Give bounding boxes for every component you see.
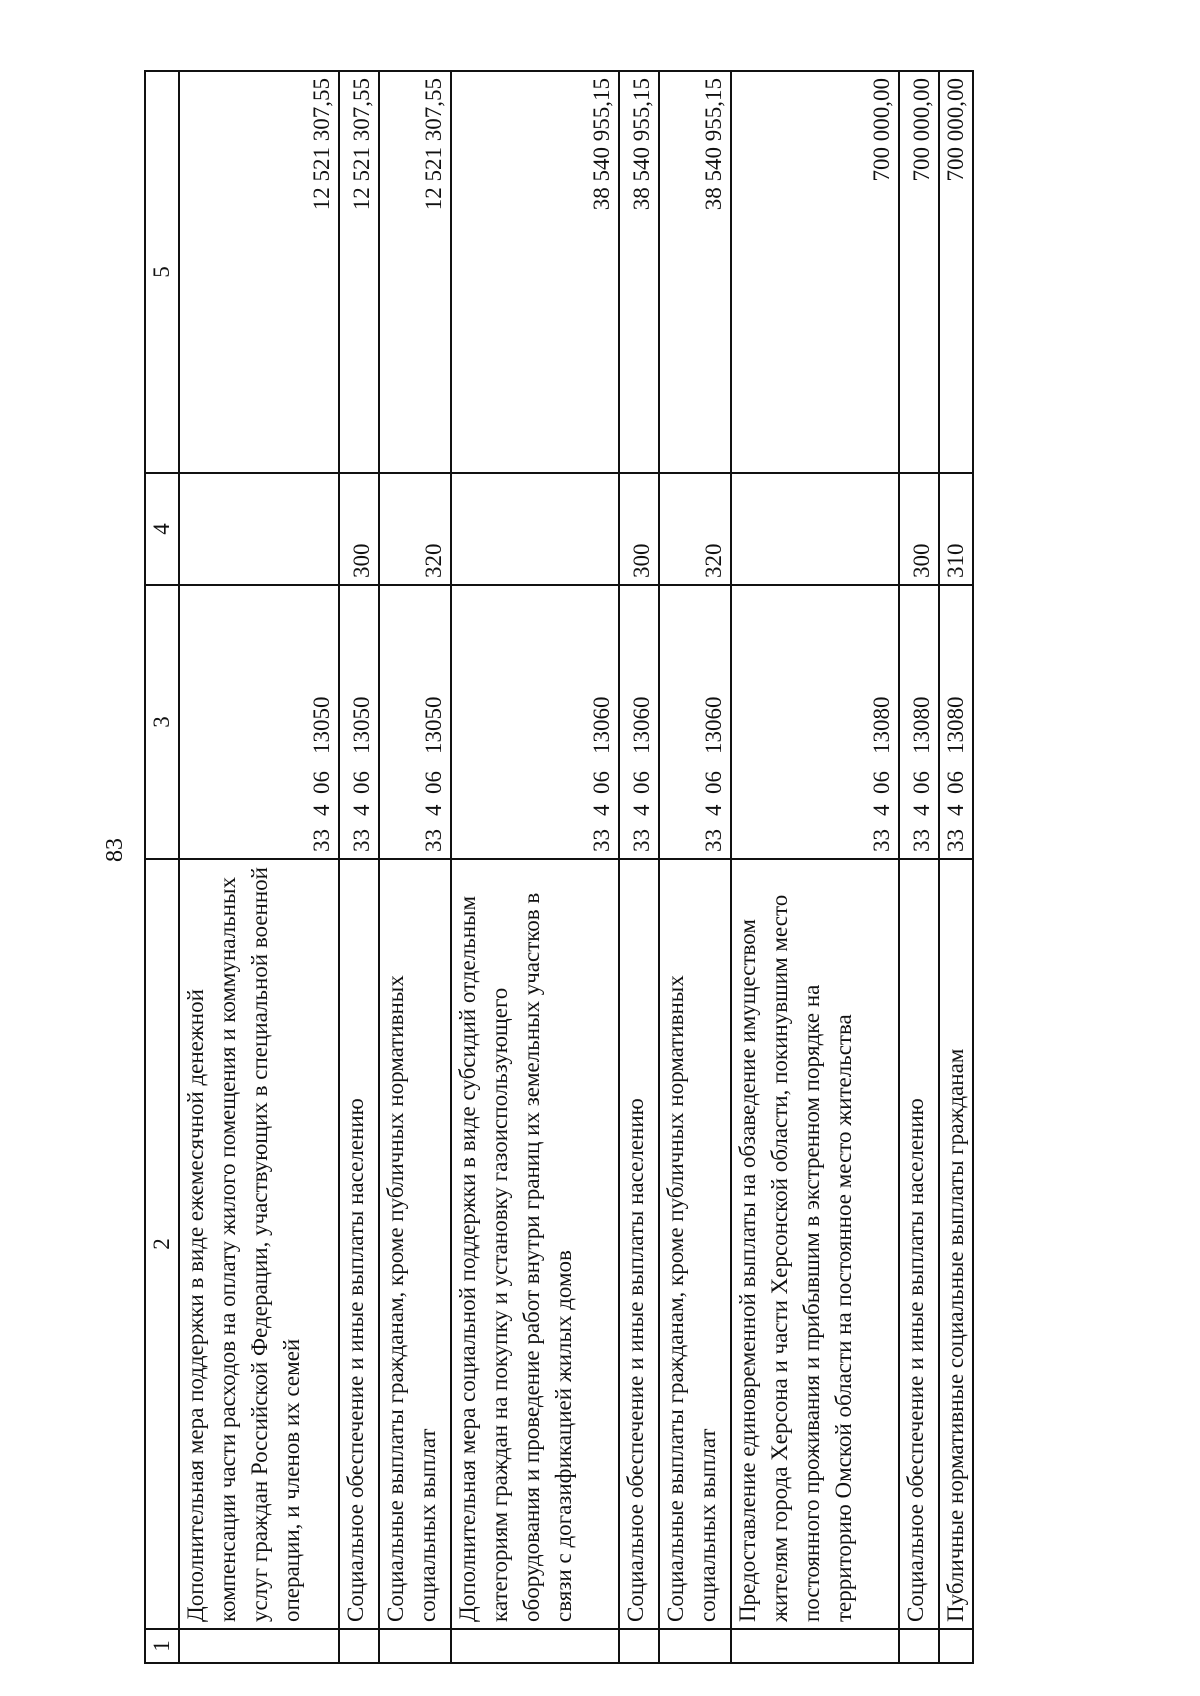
cell-classification-code: [179, 585, 339, 859]
code-part-3: 06: [701, 771, 726, 794]
code-part-3: 06: [629, 771, 654, 794]
table-row: [939, 71, 973, 1663]
code-part-4: 13060: [629, 696, 654, 754]
cell-amount: 12 521 307,55: [379, 71, 451, 473]
code-part-1: 33: [909, 829, 934, 852]
code-part-2: 4: [701, 804, 726, 816]
cell-item-name: Социальное обеспечение и иные выплаты населению: [339, 859, 379, 1629]
code-part-3: 06: [309, 771, 334, 794]
header-col-5: 5: [145, 71, 179, 473]
cell-classification-code: [939, 585, 973, 859]
code-part-1: 33: [589, 829, 614, 852]
cell-col-1: [619, 1629, 659, 1663]
cell-amount: 12 521 307,55: [339, 71, 379, 473]
code-part-2: 4: [309, 804, 334, 816]
code-part-3: 06: [421, 771, 446, 794]
cell-amount: 700 000,00: [731, 71, 899, 473]
cell-expense-type: 300: [619, 473, 659, 585]
cell-classification-code: [731, 585, 899, 859]
code-part-4: 13050: [349, 696, 374, 754]
table-row: [899, 71, 939, 1663]
table-row: [659, 71, 731, 1663]
cell-classification-code: [451, 585, 619, 859]
code-part-4: 13050: [421, 696, 446, 754]
cell-classification-code: [899, 585, 939, 859]
budget-table-rotated: [144, 72, 968, 1664]
table-row: [379, 71, 451, 1663]
code-part-1: 33: [869, 829, 894, 852]
cell-expense-type: 320: [659, 473, 731, 585]
table-row: [339, 71, 379, 1663]
table-row: [731, 71, 899, 1663]
cell-col-1: [339, 1629, 379, 1663]
cell-item-name: Социальное обеспечение и иные выплаты населению: [899, 859, 939, 1629]
cell-col-1: [451, 1629, 619, 1663]
cell-expense-type: 300: [899, 473, 939, 585]
cell-amount: 700 000,00: [899, 71, 939, 473]
cell-col-1: [659, 1629, 731, 1663]
cell-expense-type: [179, 473, 339, 585]
code-part-4: 13080: [869, 696, 894, 754]
table-row: [179, 71, 339, 1663]
code-part-2: 4: [909, 804, 934, 816]
cell-col-1: [731, 1629, 899, 1663]
page-number: 83: [102, 838, 128, 862]
cell-item-name: Социальные выплаты гражданам, кроме публичных нормативных социальных выплат: [379, 859, 451, 1629]
code-part-2: 4: [629, 804, 654, 816]
cell-amount: 700 000,00: [939, 71, 973, 473]
table-row: [451, 71, 619, 1663]
header-col-1: 1: [145, 1629, 179, 1663]
cell-item-name: Социальное обеспечение и иные выплаты населению: [619, 859, 659, 1629]
code-part-4: 13080: [943, 696, 968, 754]
cell-classification-code: [339, 585, 379, 859]
code-part-1: 33: [309, 829, 334, 852]
code-part-3: 06: [943, 771, 968, 794]
code-part-3: 06: [349, 771, 374, 794]
cell-amount: 38 540 955,15: [659, 71, 731, 473]
code-part-2: 4: [349, 804, 374, 816]
cell-col-1: [939, 1629, 973, 1663]
code-part-3: 06: [869, 771, 894, 794]
code-part-1: 33: [349, 829, 374, 852]
cell-amount: 38 540 955,15: [451, 71, 619, 473]
code-part-2: 4: [421, 804, 446, 816]
code-part-1: 33: [943, 829, 968, 852]
cell-amount: 38 540 955,15: [619, 71, 659, 473]
code-part-2: 4: [943, 804, 968, 816]
code-part-4: 13060: [589, 696, 614, 754]
header-col-2: 2: [145, 859, 179, 1629]
cell-classification-code: [379, 585, 451, 859]
code-part-4: 13050: [309, 696, 334, 754]
cell-expense-type: 300: [339, 473, 379, 585]
code-part-2: 4: [869, 804, 894, 816]
cell-expense-type: 310: [939, 473, 973, 585]
code-part-4: 13080: [909, 696, 934, 754]
cell-classification-code: [659, 585, 731, 859]
code-part-4: 13060: [701, 696, 726, 754]
code-part-1: 33: [629, 829, 654, 852]
header-col-4: 4: [145, 473, 179, 585]
code-part-3: 06: [909, 771, 934, 794]
cell-col-1: [379, 1629, 451, 1663]
header-row: [145, 71, 179, 1663]
code-part-2: 4: [589, 804, 614, 816]
cell-expense-type: [451, 473, 619, 585]
cell-classification-code: [619, 585, 659, 859]
cell-item-name: Дополнительная мера социальной поддержки в виде субсидий отдельным категориям граждан на покупку и установку газоиспользующего оборудования и проведение работ внутри границ их земельных участков в связи с догазификацией жилых домов: [451, 859, 619, 1629]
cell-expense-type: [731, 473, 899, 585]
code-part-1: 33: [701, 829, 726, 852]
cell-item-name: Социальные выплаты гражданам, кроме публичных нормативных социальных выплат: [659, 859, 731, 1629]
table-row: [619, 71, 659, 1663]
code-part-3: 06: [589, 771, 614, 794]
cell-item-name: Публичные нормативные социальные выплаты гражданам: [939, 859, 973, 1629]
code-part-1: 33: [421, 829, 446, 852]
cell-col-1: [899, 1629, 939, 1663]
cell-amount: 12 521 307,55: [179, 71, 339, 473]
cell-item-name: Дополнительная мера поддержки в виде ежемесячной денежной компенсации части расходов на оплату жилого помещения и коммунальных услуг граждан Российской Федерации, участвующих в специальной военной операции, и членов их семей: [179, 859, 339, 1629]
cell-col-1: [179, 1629, 339, 1663]
header-col-3: 3: [145, 585, 179, 859]
cell-expense-type: 320: [379, 473, 451, 585]
cell-item-name: Предоставление единовременной выплаты на обзаведение имуществом жителям города Херсона и части Херсонской области, покинувшим место постоянного проживания и прибывшим в экстренном порядке на территорию Омской области на постоянное место жительства: [731, 859, 899, 1629]
budget-table: [144, 70, 974, 1664]
